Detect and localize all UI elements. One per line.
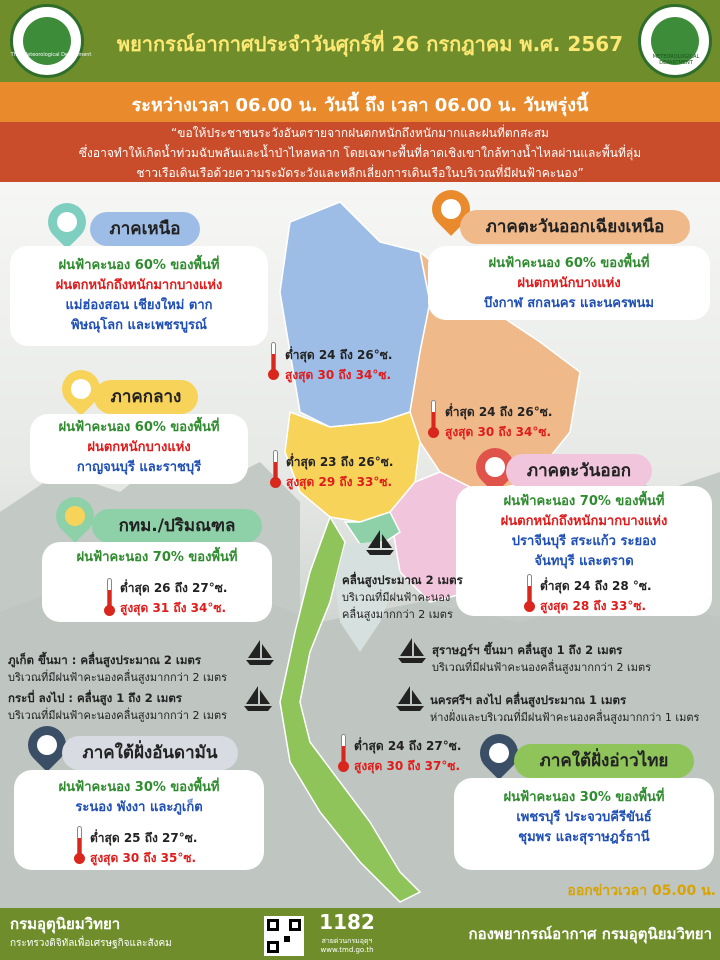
footer-org: กรมอุตุนิยมวิทยา [10, 915, 121, 933]
temp-high: สูงสุด 30 ถึง 34°ซ. [445, 425, 552, 439]
heavy-rain-note: ฝนตกหนักบางแห่ง [517, 276, 621, 291]
boat-icon [238, 684, 278, 714]
affected-provinces: เพชรบุรี ประจวบคีรีขันธ์ [516, 810, 652, 825]
wave-note: บริเวณที่มีฝนฟ้าคะนอง [342, 591, 451, 604]
forecast-bubble-north [10, 246, 268, 346]
temp-high: สูงสุด 31 ถึง 34°ซ. [120, 601, 227, 615]
thermometer-icon [74, 826, 84, 864]
wave-height: นครศรีฯ ลงไป คลื่นสูงประมาณ 1 เมตร [430, 693, 627, 707]
temp-low: ต่ำสุด 24 ถึง 27°ซ. [354, 739, 462, 753]
region-tag-south-west: ภาคใต้ฝั่งอันดามัน [62, 736, 238, 770]
footer-bar [0, 908, 720, 960]
temperature-central [286, 452, 426, 492]
footer-ministry: กระทรวงดิจิทัลเพื่อเศรษฐกิจและสังคม [10, 938, 172, 949]
affected-provinces: กาญจนบุรี และราชบุรี [76, 460, 202, 475]
forecast-bubble-south-east [454, 778, 714, 870]
qr-code-icon[interactable] [264, 916, 304, 956]
temperature-south-west [90, 828, 240, 868]
forecast-bubble-northeast [428, 246, 710, 320]
rain-coverage: ฝนฟ้าคะนอง 60% ของพื้นที่ [58, 420, 220, 435]
temp-low: ต่ำสุด 23 ถึง 26°ซ. [286, 455, 394, 469]
temperature-east [540, 576, 700, 616]
left-logo-caption: Thai Meteorological Department [10, 52, 92, 58]
boat-icon [360, 528, 400, 558]
affected-provinces: บึงกาฬ สกลนคร และนครพนม [484, 296, 654, 311]
temp-high: สูงสุด 30 ถึง 34°ซ. [285, 368, 392, 382]
time-range-text: ระหว่างเวลา 06.00 น. วันนี้ ถึง เวลา 06.00 น. วันพรุ่งนี้ [131, 95, 589, 116]
footer-division: กองพยากรณ์อากาศ กรมอุตุนิยมวิทยา [468, 925, 712, 943]
temp-low: ต่ำสุด 26 ถึง 27°ซ. [120, 581, 228, 595]
wave-height: ภูเก็ต ขึ้นมา : คลื่นสูงประมาณ 2 เมตร [8, 653, 202, 667]
heavy-rain-note: ฝนตกหนักบางแห่ง [87, 440, 191, 455]
temp-low: ต่ำสุด 25 ถึง 27°ซ. [90, 831, 198, 845]
hotline-label: สายด่วนกรมอุตุฯ [321, 937, 373, 945]
temp-high: สูงสุด 30 ถึง 35°ซ. [90, 851, 197, 865]
thermometer-icon [104, 578, 114, 616]
region-tag-north: ภาคเหนือ [90, 212, 200, 246]
heavy-rain-note: ฝนตกหนักถึงหนักมากบางแห่ง [500, 514, 668, 529]
affected-provinces: ระนอง พังงา และภูเก็ต [75, 800, 203, 815]
affected-provinces: จันทบุรี และตราด [534, 554, 634, 569]
region-tag-south-east: ภาคใต้ฝั่งอ่าวไทย [514, 744, 694, 778]
temperature-bangkok [120, 578, 260, 618]
rain-coverage: ฝนฟ้าคะนอง 30% ของพื้นที่ [503, 790, 665, 805]
thermometer-icon [338, 734, 348, 772]
wave-height: คลื่นสูงประมาณ 2 เมตร [342, 573, 463, 587]
affected-provinces: พิษณุโลก และเพชรบูรณ์ [71, 318, 207, 333]
boat-icon [392, 636, 432, 666]
wave-note: ห่างฝั่งและบริเวณที่มีฝนฟ้าคะนองคลื่นสูงมากกว่า 1 เมตร [430, 711, 700, 724]
time-range-bar [0, 82, 720, 122]
temp-high: สูงสุด 30 ถึง 37°ซ. [354, 759, 461, 773]
hotline-number[interactable]: 1182 [319, 910, 375, 934]
sea-info-krabi [8, 690, 248, 724]
temperature-northeast [445, 402, 595, 442]
map-region-north [280, 202, 430, 427]
region-tag-bangkok: กทม./ปริมณฑล [92, 509, 262, 543]
issued-time: ออกข่าวเวลา 05.00 น. [567, 883, 716, 899]
temperature-south-east [354, 736, 494, 776]
boat-icon [390, 684, 430, 714]
temp-low: ต่ำสุด 24 ถึง 26°ซ. [445, 405, 553, 419]
temp-low: ต่ำสุด 24 ถึง 28 °ซ. [540, 579, 652, 593]
header-bar [0, 0, 720, 82]
wave-note: บริเวณที่มีฝนฟ้าคะนองคลื่นสูงมากกว่า 2 เมตร [8, 671, 228, 684]
rain-coverage: ฝนฟ้าคะนอง 70% ของพื้นที่ [76, 550, 238, 565]
forecast-bubble-central [30, 414, 248, 484]
rain-coverage: ฝนฟ้าคะนอง 60% ของพื้นที่ [58, 258, 220, 273]
temperature-north [285, 345, 435, 385]
wave-note: บริเวณที่มีฝนฟ้าคะนองคลื่นสูงมากกว่า 2 เมตร [432, 661, 652, 674]
affected-provinces: ปราจีนบุรี สระแก้ว ระยอง [511, 534, 657, 549]
thermometer-icon [268, 342, 278, 380]
wave-height: สุราษฎร์ฯ ขึ้นมา คลื่นสูง 1 ถึง 2 เมตร [432, 643, 623, 657]
heavy-rain-note: ฝนตกหนักถึงหนักมากบางแห่ง [55, 278, 223, 293]
warning-line: “ขอให้ประชาชนระวังอันตรายจากฝนตกหนักถึงหนักมากและฝนที่ตกสะสม [171, 126, 549, 140]
temp-high: สูงสุด 28 ถึง 33°ซ. [540, 599, 647, 613]
wave-note: บริเวณที่มีฝนฟ้าคะนองคลื่นสูงมากกว่า 2 เมตร [8, 709, 228, 722]
sea-info-surat [432, 642, 712, 676]
warning-line: ชาวเรือเดินเรือด้วยความระมัดระวังและหลีกเลี่ยงการเดินเรือในบริเวณที่มีฝนฟ้าคะนอง” [136, 166, 584, 180]
sea-info-nakhon [430, 692, 718, 726]
affected-provinces: แม่ฮ่องสอน เชียงใหม่ ตาก [65, 298, 213, 313]
page-title: พยากรณ์อากาศประจำวันศุกร์ที่ 26 กรกฎาคม พ.ศ. 2567 [116, 32, 624, 56]
boat-icon [240, 638, 280, 668]
thermometer-icon [270, 450, 280, 488]
region-tag-east: ภาคตะวันออก [506, 454, 652, 488]
tmd-emblem-logo-left [10, 4, 84, 78]
affected-provinces: ชุมพร และสุราษฎร์ธานี [518, 830, 650, 845]
temp-low: ต่ำสุด 24 ถึง 26°ซ. [285, 348, 393, 362]
meteorological-department-logo-right [638, 4, 712, 78]
region-tag-central: ภาคกลาง [94, 380, 198, 414]
sea-info-upper-gulf [342, 572, 470, 623]
temp-high: สูงสุด 29 ถึง 33°ซ. [286, 475, 393, 489]
region-tag-northeast: ภาคตะวันออกเฉียงเหนือ [460, 210, 690, 244]
rain-coverage: ฝนฟ้าคะนอง 70% ของพื้นที่ [503, 494, 665, 509]
right-logo-caption: METEOROLOGICAL DEPARTMENT [652, 54, 700, 66]
warning-line: ซึ่งอาจทำให้เกิดน้ำท่วมฉับพลันและน้ำป่าไหลหลาก โดยเฉพาะพื้นที่ลาดเชิงเขาใกล้ทางน้ำไหลผ่านและพื้นที่ลุ่ม [78, 146, 642, 160]
thermometer-icon [428, 400, 438, 438]
rain-coverage: ฝนฟ้าคะนอง 60% ของพื้นที่ [488, 256, 650, 271]
website-link[interactable]: www.tmd.go.th [320, 946, 374, 954]
thermometer-icon [524, 574, 534, 612]
rain-coverage: ฝนฟ้าคะนอง 30% ของพื้นที่ [58, 780, 220, 795]
wave-note: คลื่นสูงมากกว่า 2 เมตร [342, 608, 453, 621]
warning-banner [0, 122, 720, 182]
sea-info-phuket [8, 652, 248, 686]
wave-height: กระบี่ ลงไป : คลื่นสูง 1 ถึง 2 เมตร [8, 691, 182, 705]
